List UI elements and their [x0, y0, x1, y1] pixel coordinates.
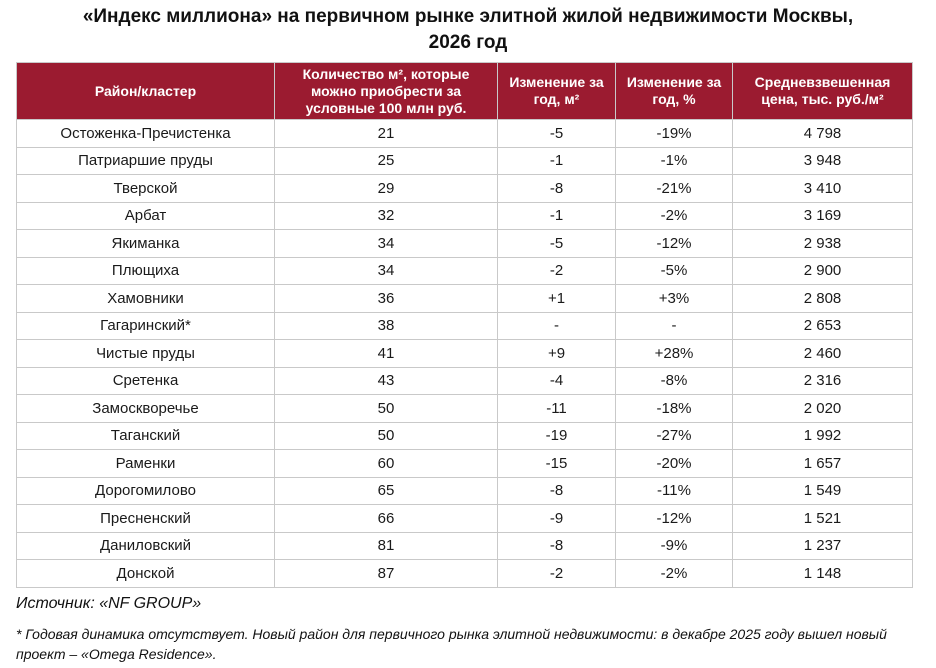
cell-district: Сретенка: [17, 367, 275, 395]
cell-avg-price: 2 316: [733, 367, 913, 395]
cell-avg-price: 1 992: [733, 422, 913, 450]
cell-avg-price: 2 020: [733, 395, 913, 423]
cell-sqm: 87: [275, 560, 498, 588]
cell-avg-price: 2 900: [733, 257, 913, 285]
cell-change-sqm: -2: [498, 257, 616, 285]
cell-change-sqm: -5: [498, 230, 616, 258]
header-district: Район/кластер: [17, 63, 275, 120]
cell-avg-price: 2 460: [733, 340, 913, 368]
cell-district: Донской: [17, 560, 275, 588]
table-row: [17, 367, 913, 395]
header-sqm-per-100m: Количество м², которые можно приобрести за условные 100 млн руб.: [275, 63, 498, 120]
cell-district: Даниловский: [17, 532, 275, 560]
cell-change-pct: -21%: [616, 175, 733, 203]
table-row: [17, 505, 913, 533]
cell-change-sqm: -15: [498, 450, 616, 478]
cell-avg-price: 1 148: [733, 560, 913, 588]
cell-change-pct: -12%: [616, 505, 733, 533]
cell-change-sqm: -1: [498, 202, 616, 230]
cell-sqm: 25: [275, 147, 498, 175]
table-row: [17, 257, 913, 285]
cell-avg-price: 1 657: [733, 450, 913, 478]
table-body: [17, 120, 913, 588]
cell-change-sqm: +1: [498, 285, 616, 313]
cell-avg-price: 1 521: [733, 505, 913, 533]
table-row: [17, 120, 913, 148]
cell-avg-price: 2 938: [733, 230, 913, 258]
cell-change-pct: +28%: [616, 340, 733, 368]
cell-district: Тверской: [17, 175, 275, 203]
title-line-1: «Индекс миллиона» на первичном рынке элитной жилой недвижимости Москвы,: [82, 6, 854, 27]
cell-change-sqm: -: [498, 312, 616, 340]
table-row: [17, 422, 913, 450]
cell-district: Арбат: [17, 202, 275, 230]
cell-avg-price: 1 237: [733, 532, 913, 560]
cell-sqm: 36: [275, 285, 498, 313]
cell-district: Таганский: [17, 422, 275, 450]
table-row: [17, 285, 913, 313]
cell-change-pct: -11%: [616, 477, 733, 505]
cell-change-pct: -: [616, 312, 733, 340]
cell-change-sqm: -5: [498, 120, 616, 148]
cell-change-pct: -8%: [616, 367, 733, 395]
cell-sqm: 32: [275, 202, 498, 230]
cell-sqm: 81: [275, 532, 498, 560]
cell-change-pct: -5%: [616, 257, 733, 285]
table-row: [17, 395, 913, 423]
cell-district: Пресненский: [17, 505, 275, 533]
cell-change-sqm: -1: [498, 147, 616, 175]
cell-avg-price: 2 653: [733, 312, 913, 340]
cell-sqm: 43: [275, 367, 498, 395]
header-change-sqm: Изменение за год, м²: [498, 63, 616, 120]
cell-sqm: 34: [275, 257, 498, 285]
cell-district: Раменки: [17, 450, 275, 478]
cell-sqm: 21: [275, 120, 498, 148]
cell-change-pct: -9%: [616, 532, 733, 560]
table-row: [17, 450, 913, 478]
cell-district: Остоженка-Пречистенка: [17, 120, 275, 148]
title-line-2: 2026 год: [428, 32, 508, 53]
cell-change-pct: -12%: [616, 230, 733, 258]
cell-district: Хамовники: [17, 285, 275, 313]
cell-change-pct: -20%: [616, 450, 733, 478]
table-row: [17, 560, 913, 588]
cell-sqm: 66: [275, 505, 498, 533]
cell-district: Патриаршие пруды: [17, 147, 275, 175]
cell-sqm: 60: [275, 450, 498, 478]
header-avg-price: Средневзвешенная цена, тыс. руб./м²: [733, 63, 913, 120]
table-row: [17, 202, 913, 230]
cell-sqm: 29: [275, 175, 498, 203]
cell-district: Плющиха: [17, 257, 275, 285]
table-row: [17, 230, 913, 258]
cell-district: Дорогомилово: [17, 477, 275, 505]
cell-sqm: 34: [275, 230, 498, 258]
cell-avg-price: 3 410: [733, 175, 913, 203]
cell-district: Чистые пруды: [17, 340, 275, 368]
cell-change-sqm: -19: [498, 422, 616, 450]
table-row: [17, 147, 913, 175]
cell-change-pct: -27%: [616, 422, 733, 450]
cell-avg-price: 4 798: [733, 120, 913, 148]
cell-district: Якиманка: [17, 230, 275, 258]
cell-change-pct: -2%: [616, 202, 733, 230]
header-change-pct: Изменение за год, %: [616, 63, 733, 120]
footnote: * Годовая динамика отсутствует. Новый район для первичного рынка элитной недвижимости: в декабре 2025 году вышел новый проект – «Omega Residence».: [16, 626, 887, 662]
cell-change-pct: -1%: [616, 147, 733, 175]
cell-avg-price: 3 948: [733, 147, 913, 175]
cell-change-pct: -18%: [616, 395, 733, 423]
cell-change-pct: +3%: [616, 285, 733, 313]
cell-district: Замоскворечье: [17, 395, 275, 423]
source-caption: Источник: «NF GROUP»: [16, 595, 202, 612]
cell-sqm: 65: [275, 477, 498, 505]
cell-change-sqm: -8: [498, 175, 616, 203]
cell-change-sqm: +9: [498, 340, 616, 368]
cell-sqm: 38: [275, 312, 498, 340]
cell-sqm: 41: [275, 340, 498, 368]
cell-change-sqm: -8: [498, 477, 616, 505]
cell-change-sqm: -8: [498, 532, 616, 560]
cell-change-sqm: -11: [498, 395, 616, 423]
cell-avg-price: 3 169: [733, 202, 913, 230]
table-row: [17, 477, 913, 505]
cell-sqm: 50: [275, 395, 498, 423]
cell-avg-price: 2 808: [733, 285, 913, 313]
table-row: [17, 340, 913, 368]
data-table: [16, 62, 913, 588]
cell-district: Гагаринский*: [17, 312, 275, 340]
table-header-row: [17, 63, 913, 120]
cell-change-sqm: -4: [498, 367, 616, 395]
cell-change-pct: -19%: [616, 120, 733, 148]
table-row: [17, 175, 913, 203]
table-row: [17, 532, 913, 560]
cell-sqm: 50: [275, 422, 498, 450]
cell-change-sqm: -2: [498, 560, 616, 588]
cell-change-sqm: -9: [498, 505, 616, 533]
cell-avg-price: 1 549: [733, 477, 913, 505]
page-title: [0, 4, 936, 56]
cell-change-pct: -2%: [616, 560, 733, 588]
table-row: [17, 312, 913, 340]
